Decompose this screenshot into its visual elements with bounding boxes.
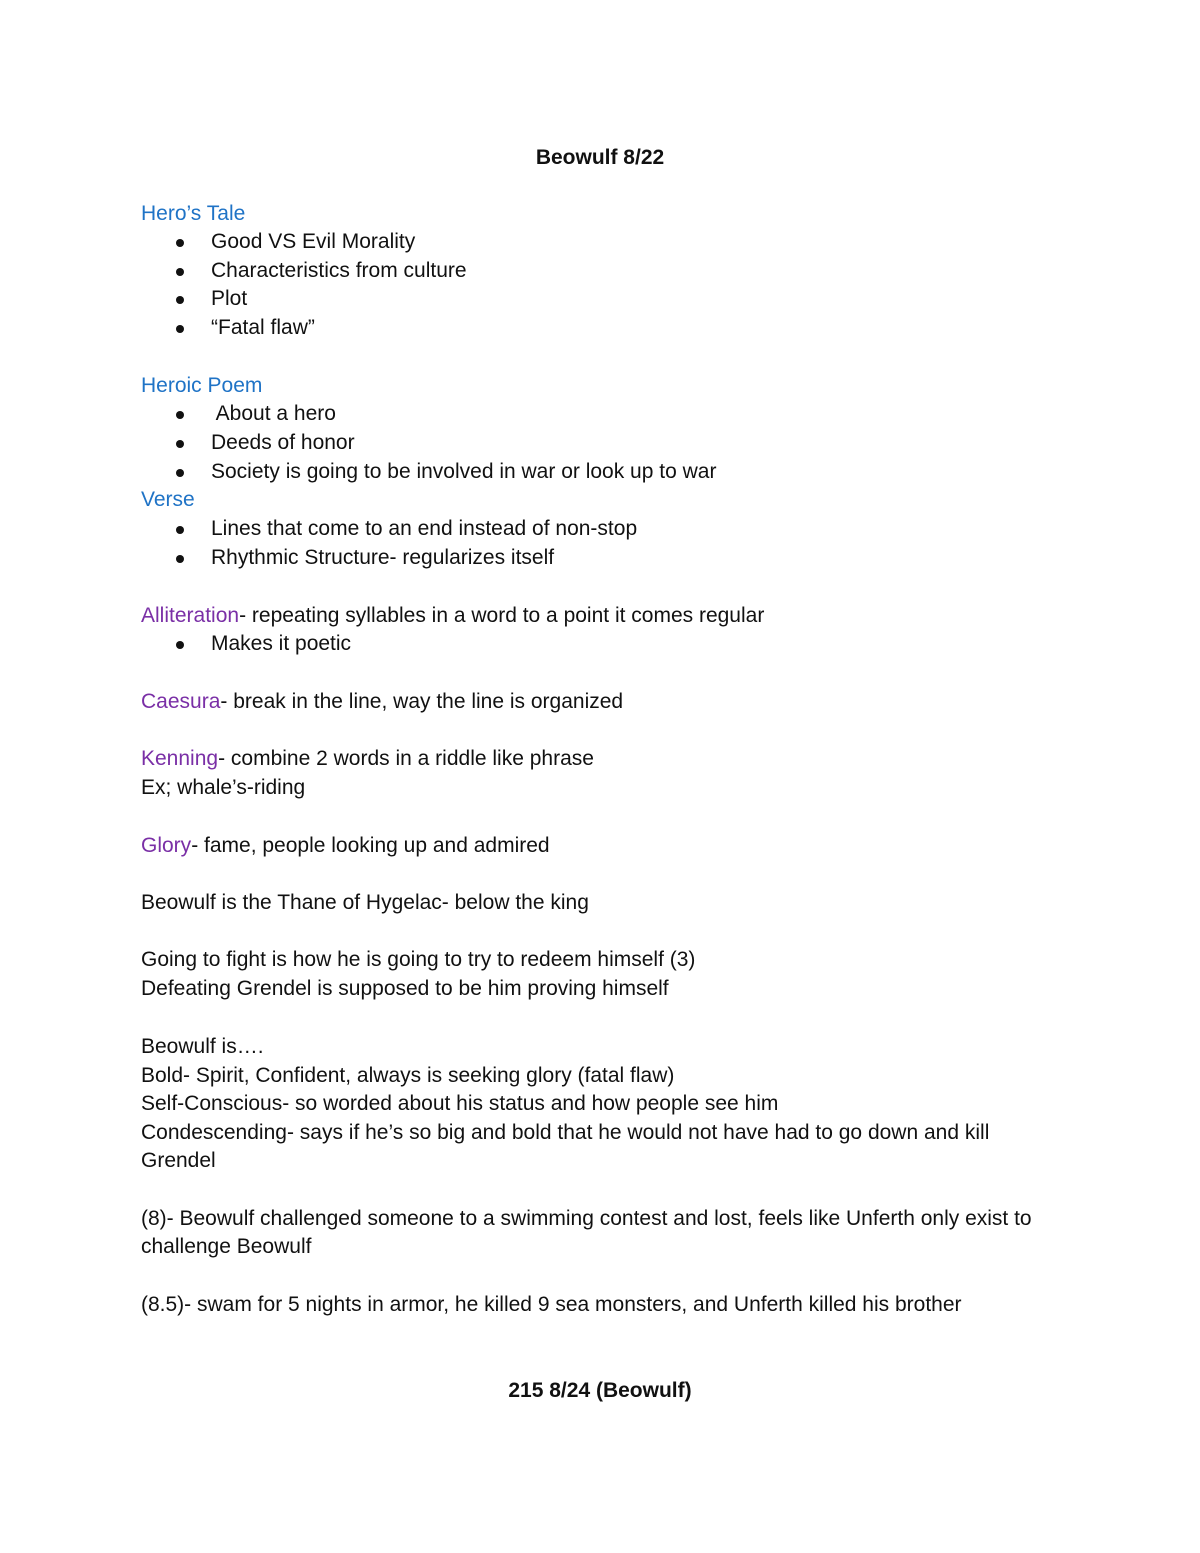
term-label: Caesura (141, 690, 221, 713)
note-line: Condescending- says if he’s so big and bold that he would not have had to go down and kill (141, 1121, 990, 1144)
term-label: Glory (141, 834, 192, 857)
note-line: Going to fight is how he is going to try to redeem himself (3) (141, 948, 696, 971)
kenning-example: Ex; whale’s-riding (141, 776, 306, 799)
list-item: Deeds of honor (211, 431, 355, 454)
bullet-icon (176, 411, 184, 419)
term-kenning (141, 746, 594, 772)
term-alliteration (141, 603, 764, 629)
note-line: Grendel (141, 1149, 216, 1172)
bullet-icon (176, 296, 184, 304)
bullet-icon (176, 325, 184, 333)
term-label: Kenning (141, 747, 219, 770)
bullet-icon (176, 469, 184, 477)
list-item: Rhythmic Structure- regularizes itself (211, 546, 555, 569)
list-item: Good VS Evil Morality (211, 230, 416, 253)
bullet-icon (176, 440, 184, 448)
list-item: Makes it poetic (211, 632, 352, 655)
bullet-icon (176, 555, 184, 563)
bullet-icon (176, 268, 184, 276)
page-title: Beowulf 8/22 (535, 146, 665, 169)
section-heading-verse: Verse (141, 488, 195, 511)
note-line: challenge Beowulf (141, 1235, 312, 1258)
note-line: Beowulf is…. (141, 1035, 264, 1058)
footer-title: 215 8/24 (Beowulf) (508, 1379, 692, 1402)
term-definition: - fame, people looking up and admired (191, 834, 550, 857)
section-heading-heroic-poem: Heroic Poem (141, 374, 263, 397)
note-line: (8)- Beowulf challenged someone to a swimming contest and lost, feels like Unferth only exist to (141, 1207, 1032, 1230)
note-line: Self-Conscious- so worded about his status and how people see him (141, 1092, 779, 1115)
term-definition: - repeating syllables in a word to a point it comes regular (239, 604, 765, 627)
list-item: Society is going to be involved in war or look up to war (211, 460, 717, 483)
note-line: (8.5)- swam for 5 nights in armor, he killed 9 sea monsters, and Unferth killed his brother (141, 1293, 962, 1316)
section-heading-heros-tale: Hero’s Tale (141, 202, 246, 225)
note-line: Bold- Spirit, Confident, always is seeking glory (fatal flaw) (141, 1064, 675, 1087)
note-line: Beowulf is the Thane of Hygelac- below the king (141, 891, 589, 914)
term-caesura (141, 689, 623, 715)
bullet-icon (176, 641, 184, 649)
term-definition: - break in the line, way the line is organized (220, 690, 624, 713)
list-item: About a hero (211, 402, 336, 425)
list-item: Characteristics from culture (211, 259, 467, 282)
term-glory (141, 833, 550, 859)
term-label: Alliteration (141, 604, 240, 627)
list-item: Lines that come to an end instead of non-stop (211, 517, 638, 540)
bullet-icon (176, 239, 184, 247)
term-definition: - combine 2 words in a riddle like phrase (218, 747, 594, 770)
note-line: Defeating Grendel is supposed to be him proving himself (141, 977, 669, 1000)
list-item: Plot (211, 287, 248, 310)
bullet-icon (176, 526, 184, 534)
list-item: “Fatal flaw” (211, 316, 315, 339)
